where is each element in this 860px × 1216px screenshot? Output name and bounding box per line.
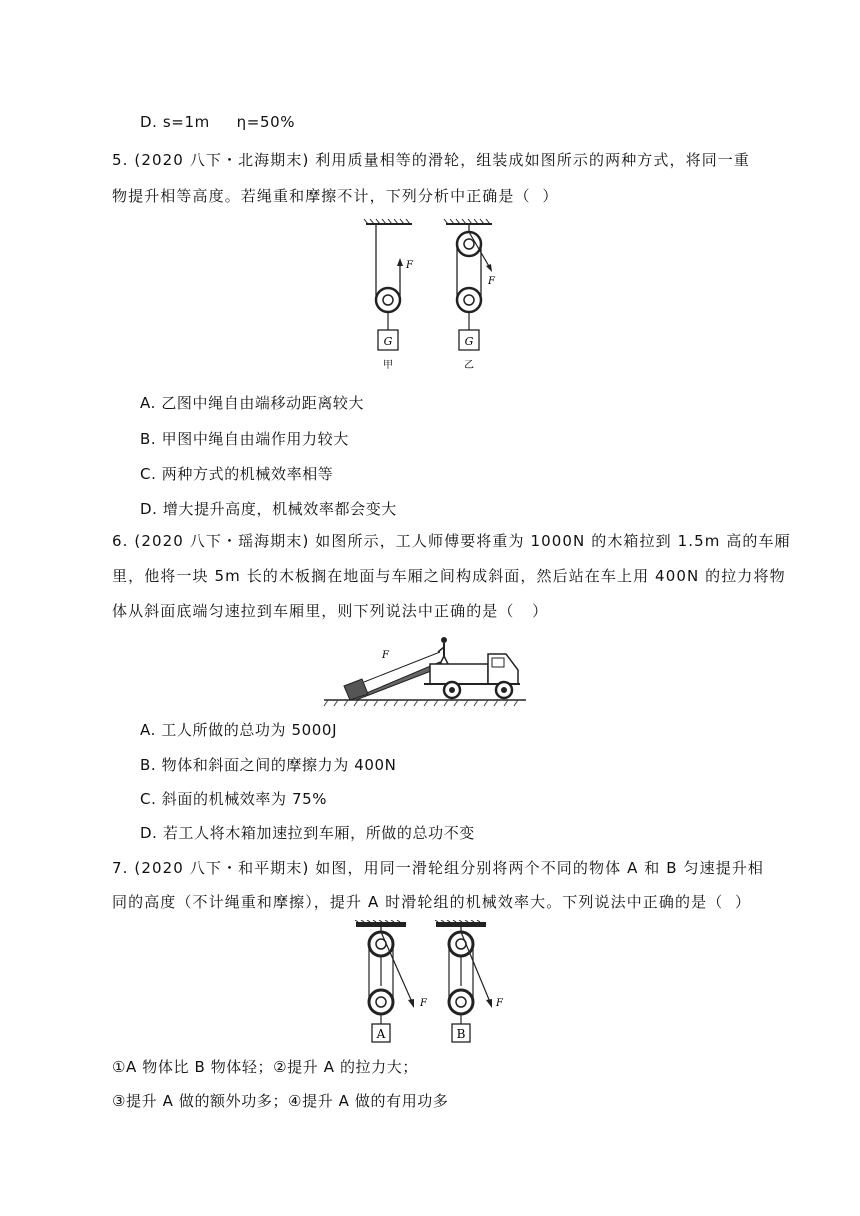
left-pulley-system [355, 920, 414, 1042]
left-caption: 甲 [383, 360, 393, 371]
q6-incline-truck-figure [320, 632, 530, 710]
right-ceiling [444, 219, 492, 224]
q5-stem-line1: 5. (2020 八下・北海期末) 利用质量相等的滑轮，组装成如图所示的两种方式，将同一重 [112, 151, 750, 169]
q6-option-b: B. 物体和斜面之间的摩擦力为 400N [140, 756, 397, 774]
right-caption: 乙 [464, 360, 474, 371]
right-force-label: F [496, 998, 503, 1009]
q4-option-d: D. s=1m η=50% [140, 113, 296, 131]
q7-pulley-figure [350, 920, 520, 1048]
incline-force-label: F [382, 650, 389, 661]
left-weight-label: G [383, 335, 393, 348]
q7-stem-line1: 7. (2020 八下・和平期末) 如图，用同一滑轮组分别将两个不同的物体 A 和 B 匀速提升相 [112, 859, 765, 877]
q5-option-c: C. 两种方式的机械效率相等 [140, 465, 334, 483]
q6-option-c: C. 斜面的机械效率为 75% [140, 790, 328, 808]
q5-option-d: D. 增大提升高度，机械效率都会变大 [140, 500, 397, 518]
q6-option-d: D. 若工人将木箱加速拉到车厢，所做的总功不变 [140, 824, 475, 842]
q5-pulley-figure [360, 218, 510, 373]
right-pulley-system [435, 920, 492, 1042]
q6-stem-line3: 体从斜面底端匀速拉到车厢里，则下列说法中正确的是（ ） [112, 602, 549, 620]
q6-stem-line2: 里，他将一块 5m 长的木板搁在地面与车厢之间构成斜面，然后站在车上用 400N 的拉力将物 [112, 567, 786, 585]
q6-stem-line1: 6. (2020 八下・瑶海期末) 如图所示，工人师傅要将重为 1000N 的木箱拉到 1.5m 高的车厢 [112, 532, 791, 550]
q6-option-a: A. 工人所做的总功为 5000J [140, 721, 338, 739]
q7-statement-line1: ①A 物体比 B 物体轻；②提升 A 的拉力大； [112, 1058, 418, 1076]
right-force-label: F [488, 276, 495, 287]
right-movable-pulley [457, 288, 481, 312]
object-a-label: A [376, 1027, 386, 1041]
left-pulley-wheel [376, 288, 400, 312]
truck [424, 654, 520, 698]
q5-option-b: B. 甲图中绳自由端作用力较大 [140, 430, 349, 448]
worker-figure [438, 637, 448, 664]
object-b-label: B [456, 1027, 466, 1041]
q5-option-a: A. 乙图中绳自由端移动距离较大 [140, 394, 365, 412]
q5-stem-line2: 物提升相等高度。若绳重和摩擦不计，下列分析中正确是（ ） [112, 187, 559, 205]
q7-statement-line2: ③提升 A 做的额外功多；④提升 A 做的有用功多 [112, 1092, 449, 1110]
q7-stem-line2: 同的高度（不计绳重和摩擦），提升 A 时滑轮组的机械效率大。下列说法中正确的是（ ） [112, 893, 752, 911]
right-weight-label: G [464, 335, 474, 348]
left-ceiling [364, 219, 412, 224]
left-force-label: F [406, 260, 413, 271]
left-force-label: F [420, 998, 427, 1009]
right-fixed-pulley [457, 232, 481, 256]
